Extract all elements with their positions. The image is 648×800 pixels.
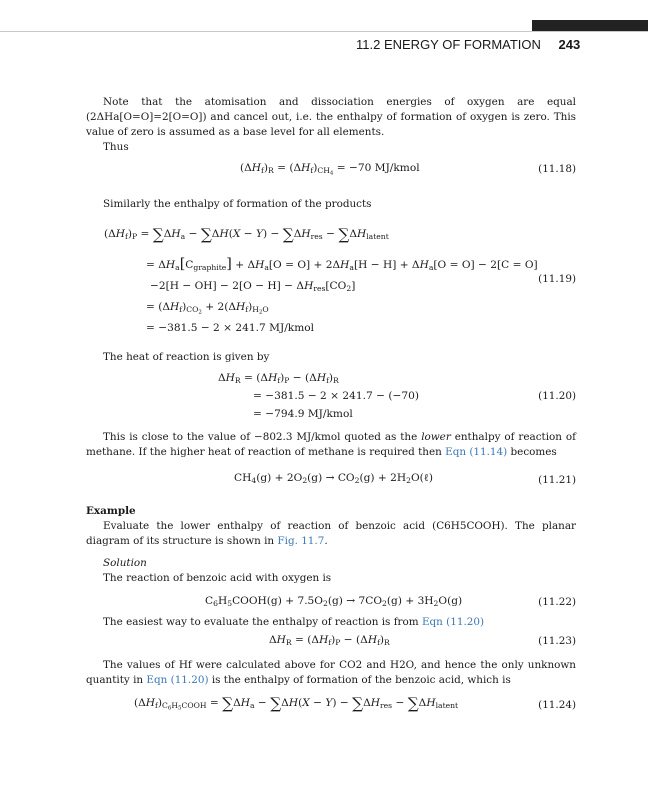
equation-11-20-line2: = −381.5 − 2 × 241.7 − (−70) [253, 390, 419, 402]
eqn-number-11-22: (11.22) [538, 596, 576, 608]
eqn-11-20-link-2[interactable]: Eqn (11.20) [146, 674, 209, 686]
equation-11-19-line1: $(\Delta H_f)_P = \sum\Delta H_a - \sum\Delta H(X - Y) - \sum\Delta H_{res} - \sum\Delta H_{latent}$ [104, 225, 389, 244]
thus-label: Thus [103, 141, 129, 153]
eqn-11-14-link[interactable]: Eqn (11.14) [445, 446, 508, 458]
similarly-text: Similarly the enthalpy of formation of the products [103, 198, 372, 210]
eqn-number-11-20: (11.20) [538, 390, 576, 402]
eqn-number-11-24: (11.24) [538, 699, 576, 711]
equation-11-19-line4: = $(\Delta H_f)_{CO_2} + 2(\Delta H_f)_{H_2O}$ [146, 301, 269, 316]
eqn-number-11-18: (11.18) [538, 163, 576, 175]
example-text: Evaluate the lower enthalpy of reaction of benzoic acid (C6H5COOH). The planar diagram of its structure is shown in Fig. 11.7. [86, 520, 576, 547]
paragraph-methane-close: This is close to the value of −802.3 MJ/kmol quoted as the lower enthalpy of reaction of methane. If the higher heat of reaction of methane is required then Eqn (11.14) becomes [86, 431, 576, 458]
eqn-number-11-23: (11.23) [538, 635, 576, 647]
paragraph-oxygen-note: Note that the atomisation and dissociation energies of oxygen are equal (2ΔHa[O=O]=2[O=O]) and cancel out, i.e. the enthalpy of formation of oxygen is zero. This value of zero is assumed as a base level for all elements. [86, 96, 576, 138]
values-paragraph: The values of Hf were calculated above for CO2 and H2O, and hence the only unknown quantity in Eqn (11.20) is the enthalpy of formation of the benzoic acid, which is [86, 659, 576, 686]
equation-11-20-line1: $\Delta H_R = (\Delta H_f)_P - (\Delta H_f)_R$ [218, 372, 339, 385]
equation-11-19-line5: = −381.5 − 2 × 241.7 MJ/kmol [146, 322, 314, 334]
equation-11-18: $(\Delta H_f)_R = (\Delta H_f)_{CH_4} = -70$ MJ/kmol [240, 162, 420, 177]
fig-11-7-link[interactable]: Fig. 11.7 [277, 535, 325, 547]
eqn-number-11-21: (11.21) [538, 474, 576, 486]
eq18-value: = −70 MJ/kmol [336, 162, 420, 174]
equation-11-20-line3: = −794.9 MJ/kmol [253, 408, 353, 420]
heat-of-reaction-text: The heat of reaction is given by [103, 351, 270, 363]
easiest-way-text: The easiest way to evaluate the enthalpy of reaction is from Eqn (11.20) [103, 616, 485, 628]
section-title: 11.2 ENERGY OF FORMATION [356, 37, 541, 52]
header-bar [532, 20, 648, 31]
example-heading: Example [86, 505, 136, 517]
running-header [356, 37, 580, 52]
reaction-intro: The reaction of benzoic acid with oxygen is [103, 572, 332, 584]
header-rule [0, 31, 648, 32]
equation-11-21: $CH_4(g) + 2O_2(g) \to CO_2(g)$ + $2H_2O(\ell)$ [234, 472, 434, 485]
eqn-number-11-19: (11.19) [538, 273, 576, 285]
equation-11-22: $C_6H_5COOH(g) + 7.5O_2(g) \to 7CO_2(g) + 3H_2O(g)$ [205, 595, 463, 608]
eqn-11-20-link[interactable]: Eqn (11.20) [421, 616, 485, 628]
equation-11-19-line2: = $\Delta H_a[C_{graphite}] + \Delta H_a[O = O] + 2\Delta H_a[H - H] + \Delta H_a[O = O] - 2[C = O]$ [146, 256, 538, 272]
equation-11-24: $(\Delta H_f)_{C_6H_5COOH} = \sum\Delta H_a - \sum\Delta H(X - Y) - \sum\Delta H_{res} - \sum\Delta H_{latent}$ [134, 694, 459, 713]
page-number: 243 [558, 37, 581, 52]
equation-11-19-line3: $-2[H - OH] - 2[O - H] - \Delta H_{res}[CO_2]$ [150, 280, 356, 293]
equation-11-23: $\Delta H_R = (\Delta H_f)_P - (\Delta H_f)_R$ [269, 634, 390, 647]
solution-heading: Solution [103, 557, 147, 569]
